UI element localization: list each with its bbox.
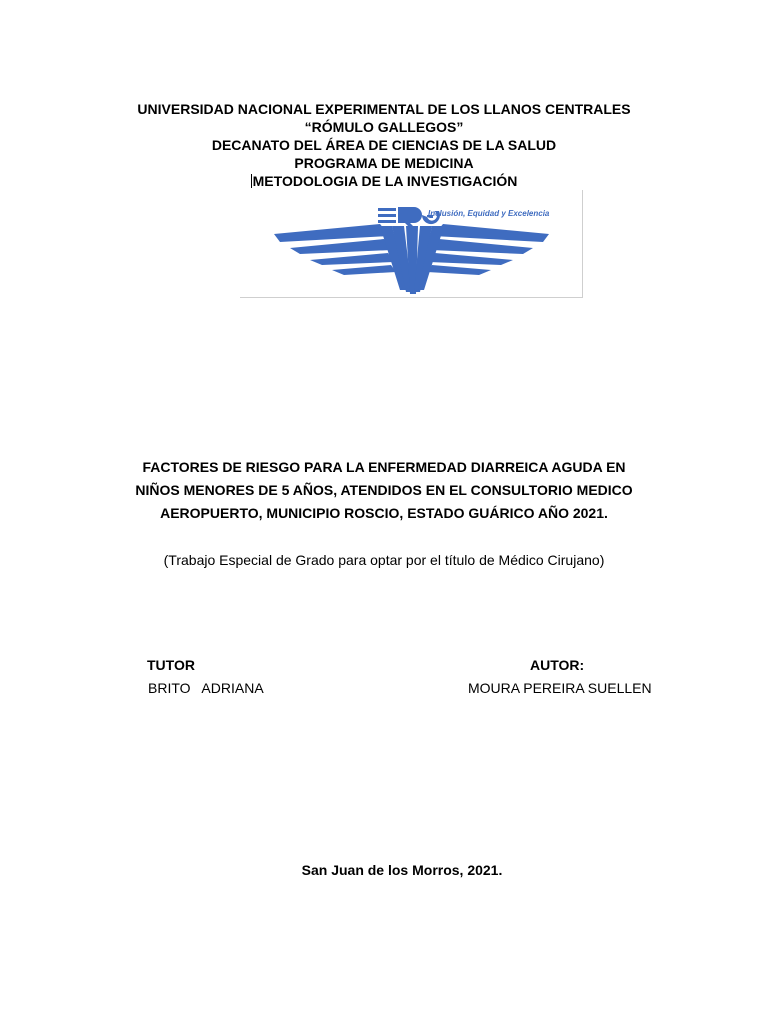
rg-wings-logo [240,190,583,298]
author-name: MOURA PEREIRA SUELLEN [468,680,652,696]
place-date: San Juan de los Morros, 2021. [301,862,503,878]
deanery-name: DECANATO DEL ÁREA DE CIENCIAS DE LA SALUD [211,137,557,153]
thesis-title-line-1: FACTORES DE RIESGO PARA LA ENFERMEDAD DIARREICA AGUDA EN [142,459,626,475]
author-label: AUTOR: [530,657,585,673]
text-cursor [251,174,252,188]
tutor-label: TUTOR [147,657,195,673]
logo-frame-bottom [240,297,583,298]
university-name: UNIVERSIDAD NACIONAL EXPERIMENTAL DE LOS LLANOS CENTRALES [137,101,631,117]
thesis-title-line-2: NIÑOS MENORES DE 5 AÑOS, ATENDIDOS EN EL CONSULTORIO MEDICO [135,482,633,498]
logo-frame-right [582,190,583,298]
university-logo [240,190,583,298]
subject-name: METODOLOGIA DE LA INVESTIGACIÓN [252,173,518,189]
subject-line [0,172,768,190]
university-subname: “RÓMULO GALLEGOS” [304,119,464,135]
institution-header [0,100,768,190]
logo-slogan: Inclusión, Equidad y Excelencia [428,209,550,218]
tutor-name: BRITO ADRIANA [148,680,264,696]
thesis-title-line-3: AEROPUERTO, MUNICIPIO ROSCIO, ESTADO GUÁRICO AÑO 2021. [160,505,608,521]
thesis-title [120,456,648,525]
thesis-subtitle: (Trabajo Especial de Grado para optar por el título de Médico Cirujano) [163,552,605,568]
program-name: PROGRAMA DE MEDICINA [294,155,474,171]
